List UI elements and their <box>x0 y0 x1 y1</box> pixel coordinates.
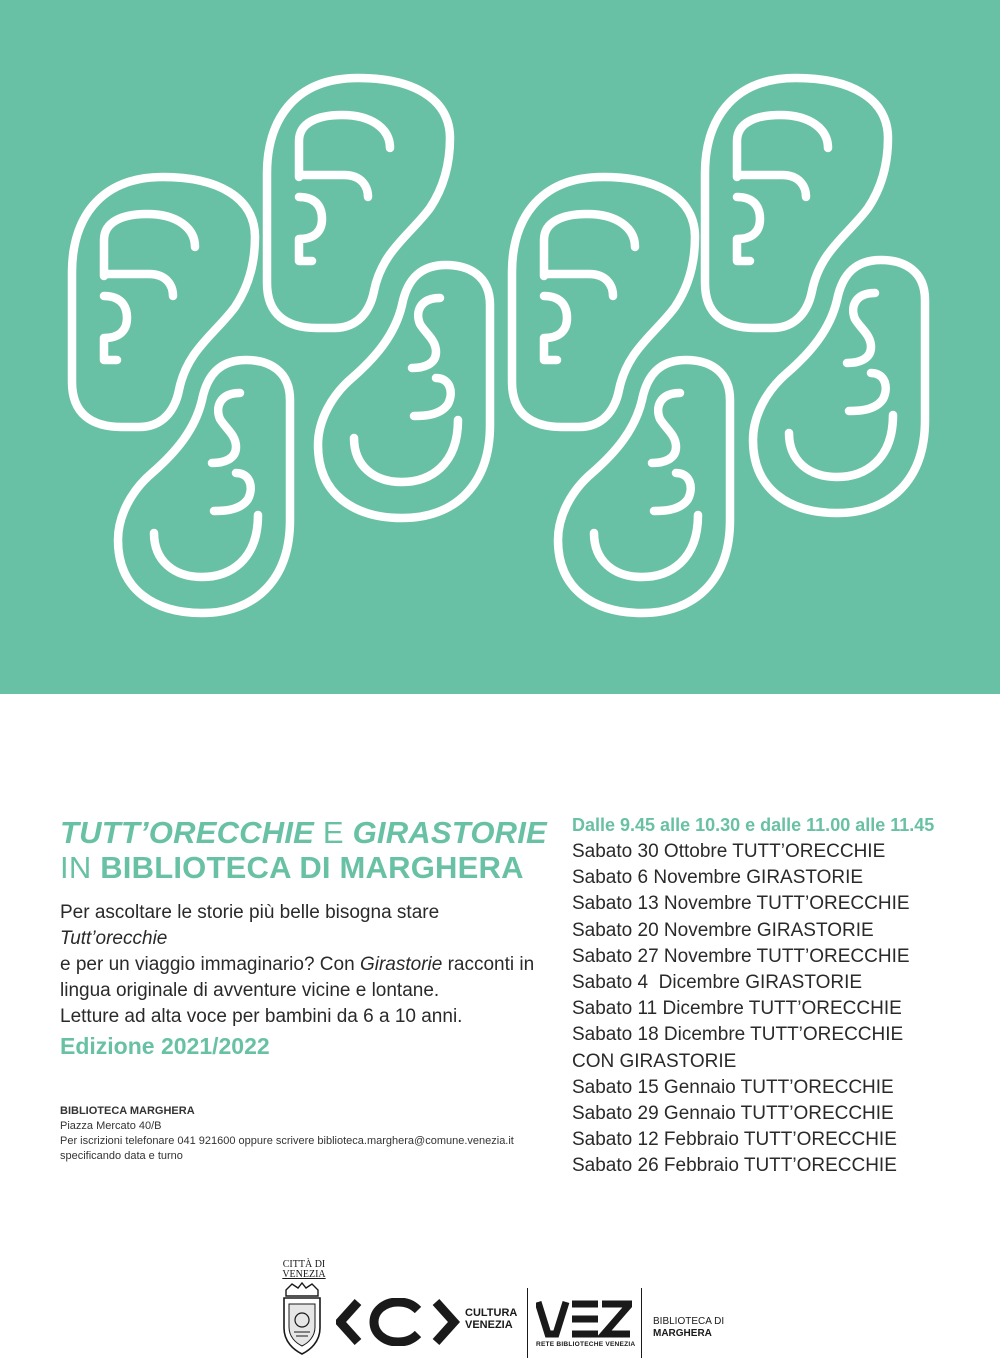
schedule-item: Sabato 27 Novembre TUTT’ORECCHIE <box>572 945 910 967</box>
logo-divider <box>527 1288 528 1358</box>
contact-name: BIBLIOTECA MARGHERA <box>60 1105 195 1117</box>
event-description <box>60 900 540 1030</box>
cultura-venezia-text: CULTURA VENEZIA <box>465 1307 518 1331</box>
schedule-item: CON GIRASTORIE <box>572 1050 737 1072</box>
description-line: Letture ad alta voce per bambini da 6 a 10 anni. <box>60 1006 463 1027</box>
title-conjunction: E <box>314 815 353 850</box>
schedule-item: Sabato 12 Febbraio TUTT’ORECCHIE <box>572 1129 897 1151</box>
schedule-item: Sabato 29 Gennaio TUTT’ORECCHIE <box>572 1103 894 1125</box>
citta-logo-line-1: CITTÀ DI <box>282 1259 326 1270</box>
description-line: lingua originale di avventure vicine e lontane. <box>60 980 440 1001</box>
description-line: e per un viaggio immaginario? Con Girastorie racconti in <box>60 954 535 975</box>
contact-info <box>60 1104 560 1164</box>
schedule-item: Sabato 26 Febbraio TUTT’ORECCHIE <box>572 1155 897 1177</box>
contact-note: specificando data e turno <box>60 1150 183 1162</box>
schedule-item: Sabato 18 Dicembre TUTT’ORECCHIE <box>572 1024 904 1046</box>
logo-divider <box>641 1288 642 1358</box>
biblioteca-marghera-logo: BIBLIOTECA DI MARGHERA <box>653 1316 725 1339</box>
title-line-1 <box>60 816 547 851</box>
title-girastorie: GIRASTORIE <box>352 815 547 850</box>
footer-logos <box>270 1258 740 1361</box>
event-title <box>60 816 547 885</box>
schedule-item: Sabato 6 Novembre GIRASTORIE <box>572 867 864 889</box>
title-line-2 <box>60 851 547 886</box>
edition-label: Edizione 2021/2022 <box>60 1033 270 1059</box>
description-line: Per ascoltare le storie più belle bisogna stare Tutt’orecchie <box>60 902 440 949</box>
vez-subtitle: RETE BIBLIOTECHE VENEZIA <box>536 1341 636 1348</box>
title-tuttorecchie: TUTT’ORECCHIE <box>60 815 315 850</box>
schedule-hours: Dalle 9.45 alle 10.30 e dalle 11.00 alle 11.45 <box>572 815 935 835</box>
schedule-item: Sabato 30 Ottobre TUTT’ORECCHIE <box>572 841 886 862</box>
crest-icon <box>280 1282 324 1356</box>
schedule-item: Sabato 4 Dicembre GIRASTORIE <box>572 972 863 994</box>
contact-address: Piazza Mercato 40/B <box>60 1120 162 1132</box>
contact-signup: Per iscrizioni telefonare 041 921600 oppure scrivere biblioteca.marghera@comune.venezia.it <box>60 1135 514 1147</box>
cultura-venezia-mark-icon <box>336 1298 460 1346</box>
schedule-item: Sabato 20 Novembre GIRASTORIE <box>572 919 874 941</box>
schedule-item: Sabato 13 Novembre TUTT’ORECCHIE <box>572 893 910 915</box>
citta-di-venezia-logo <box>275 1258 330 1358</box>
schedule-item: Sabato 15 Gennaio TUTT’ORECCHIE <box>572 1076 894 1098</box>
citta-logo-line-2: VENEZIA <box>282 1269 326 1280</box>
title-library: BIBLIOTECA DI MARGHERA <box>100 849 524 885</box>
title-in: IN <box>60 849 101 885</box>
schedule-list <box>572 839 982 1180</box>
schedule-item: Sabato 11 Dicembre TUTT’ORECCHIE <box>572 998 902 1020</box>
vez-logo-icon <box>536 1300 632 1338</box>
